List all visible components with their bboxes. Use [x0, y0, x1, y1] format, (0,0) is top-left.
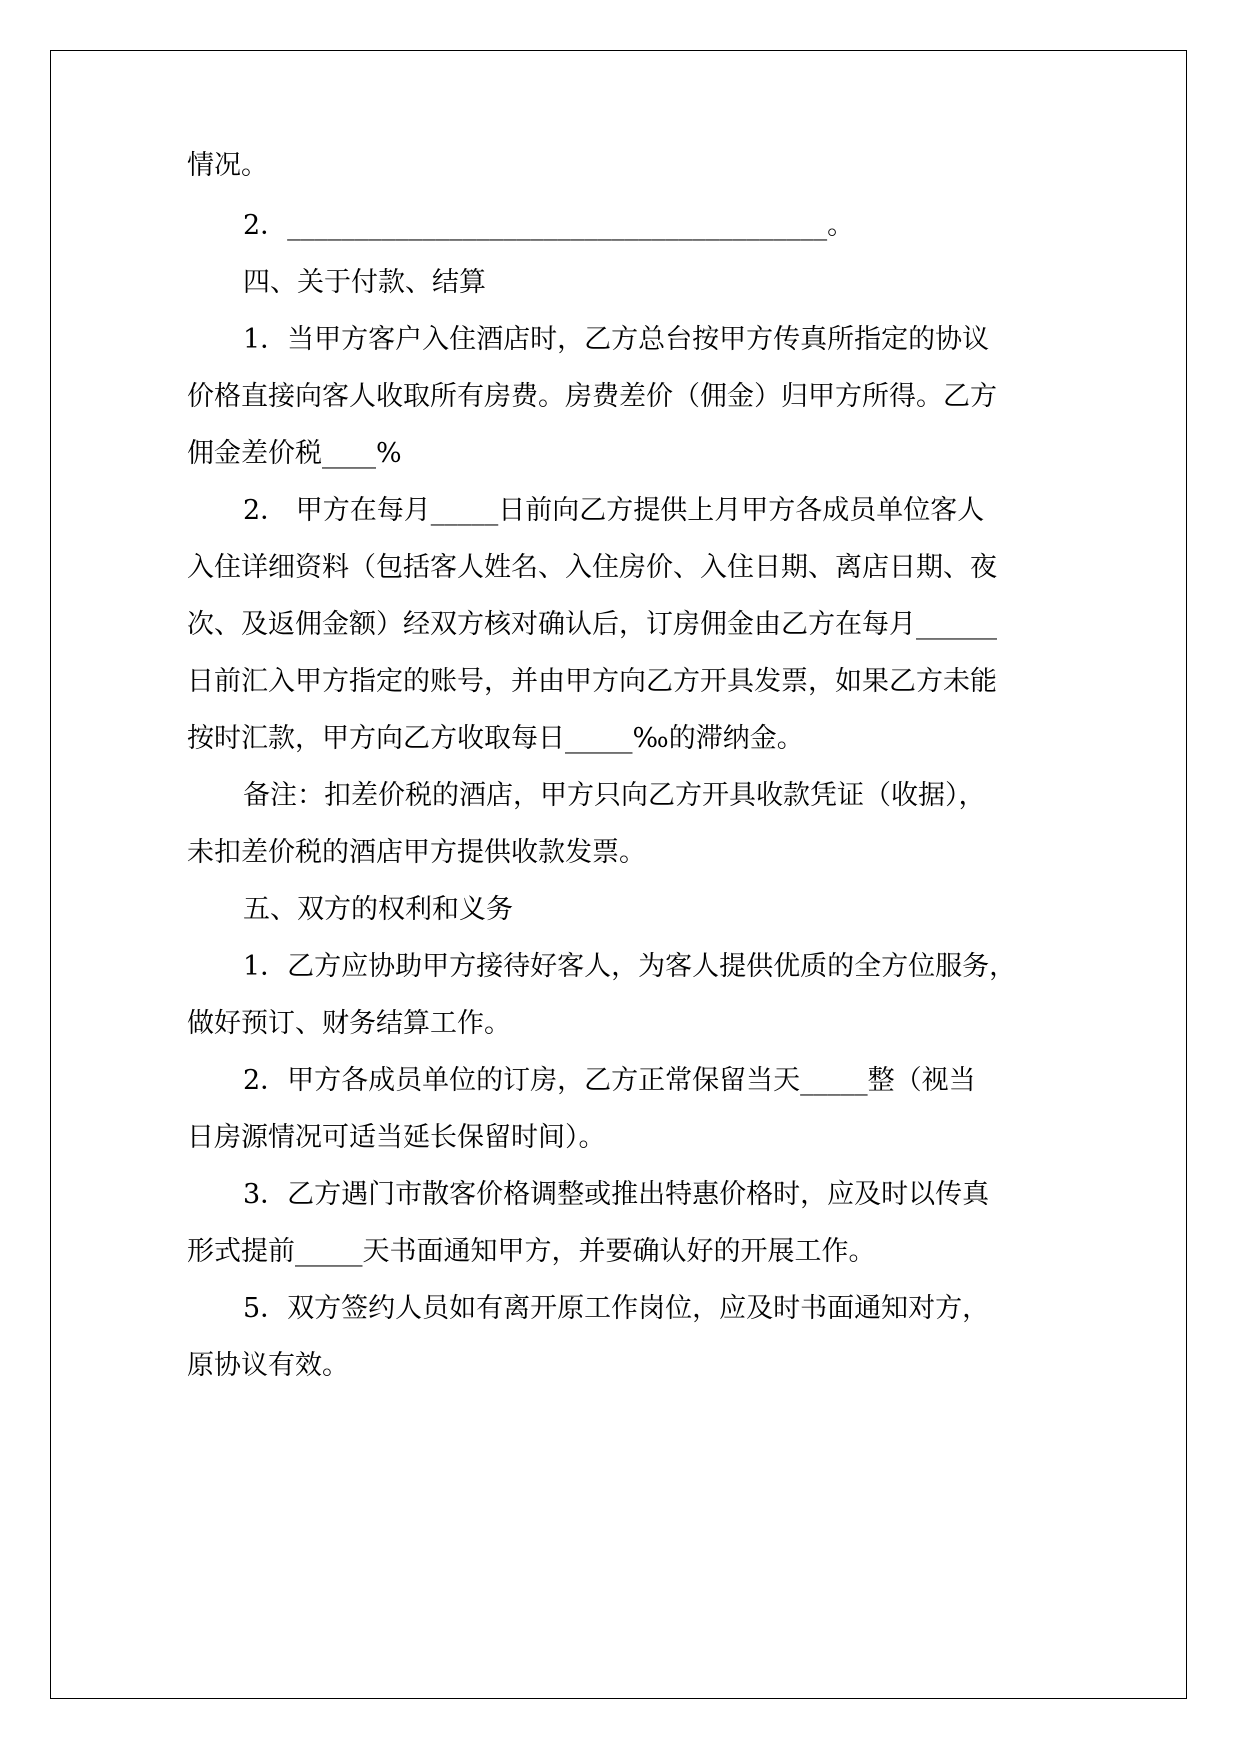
text-line: 原协议有效。: [187, 1350, 349, 1381]
section-heading: 五、双方的权利和义务: [243, 894, 513, 925]
text-line: 5．双方签约人员如有离开原工作岗位，应及时书面通知对方，: [243, 1293, 990, 1324]
page-border: [50, 50, 1187, 1699]
text-line: 3．乙方遇门市散客价格调整或推出特惠价格时，应及时以传真: [243, 1179, 990, 1210]
text-line: 2． 甲方在每月_____日前向乙方提供上月甲方各成员单位客人: [243, 495, 985, 526]
text-line: 佣金差价税____%: [187, 438, 402, 469]
text-line: 按时汇款，甲方向乙方收取每日_____‰的滞纳金。: [187, 723, 804, 754]
text-line: 未扣差价税的酒店甲方提供收款发票。: [187, 837, 646, 868]
section-heading: 四、关于付款、结算: [243, 267, 486, 298]
text-line: 情况。: [187, 150, 268, 181]
text-line: 1．乙方应协助甲方接待好客人，为客人提供优质的全方位服务，: [243, 951, 1017, 982]
text-line: 形式提前_____天书面通知甲方，并要确认好的开展工作。: [187, 1236, 876, 1267]
text-line: 次、及返佣金额）经双方核对确认后，订房佣金由乙方在每月______: [187, 609, 997, 640]
text-line: 2．________________________________________。: [243, 210, 855, 241]
text-line: 1．当甲方客户入住酒店时，乙方总台按甲方传真所指定的协议: [243, 324, 990, 355]
text-line: 做好预订、财务结算工作。: [187, 1008, 511, 1039]
text-line: 备注：扣差价税的酒店，甲方只向乙方开具收款凭证（收据），: [243, 780, 986, 811]
text-line: 入住详细资料（包括客人姓名、入住房价、入住日期、离店日期、夜: [187, 552, 997, 583]
text-line: 2．甲方各成员单位的订房，乙方正常保留当天_____整（视当: [243, 1065, 976, 1096]
text-line: 日房源情况可适当延长保留时间）。: [187, 1122, 606, 1153]
text-line: 日前汇入甲方指定的账号，并由甲方向乙方开具发票，如果乙方未能: [187, 666, 997, 697]
text-line: 价格直接向客人收取所有房费。房费差价（佣金）归甲方所得。乙方: [187, 381, 997, 412]
